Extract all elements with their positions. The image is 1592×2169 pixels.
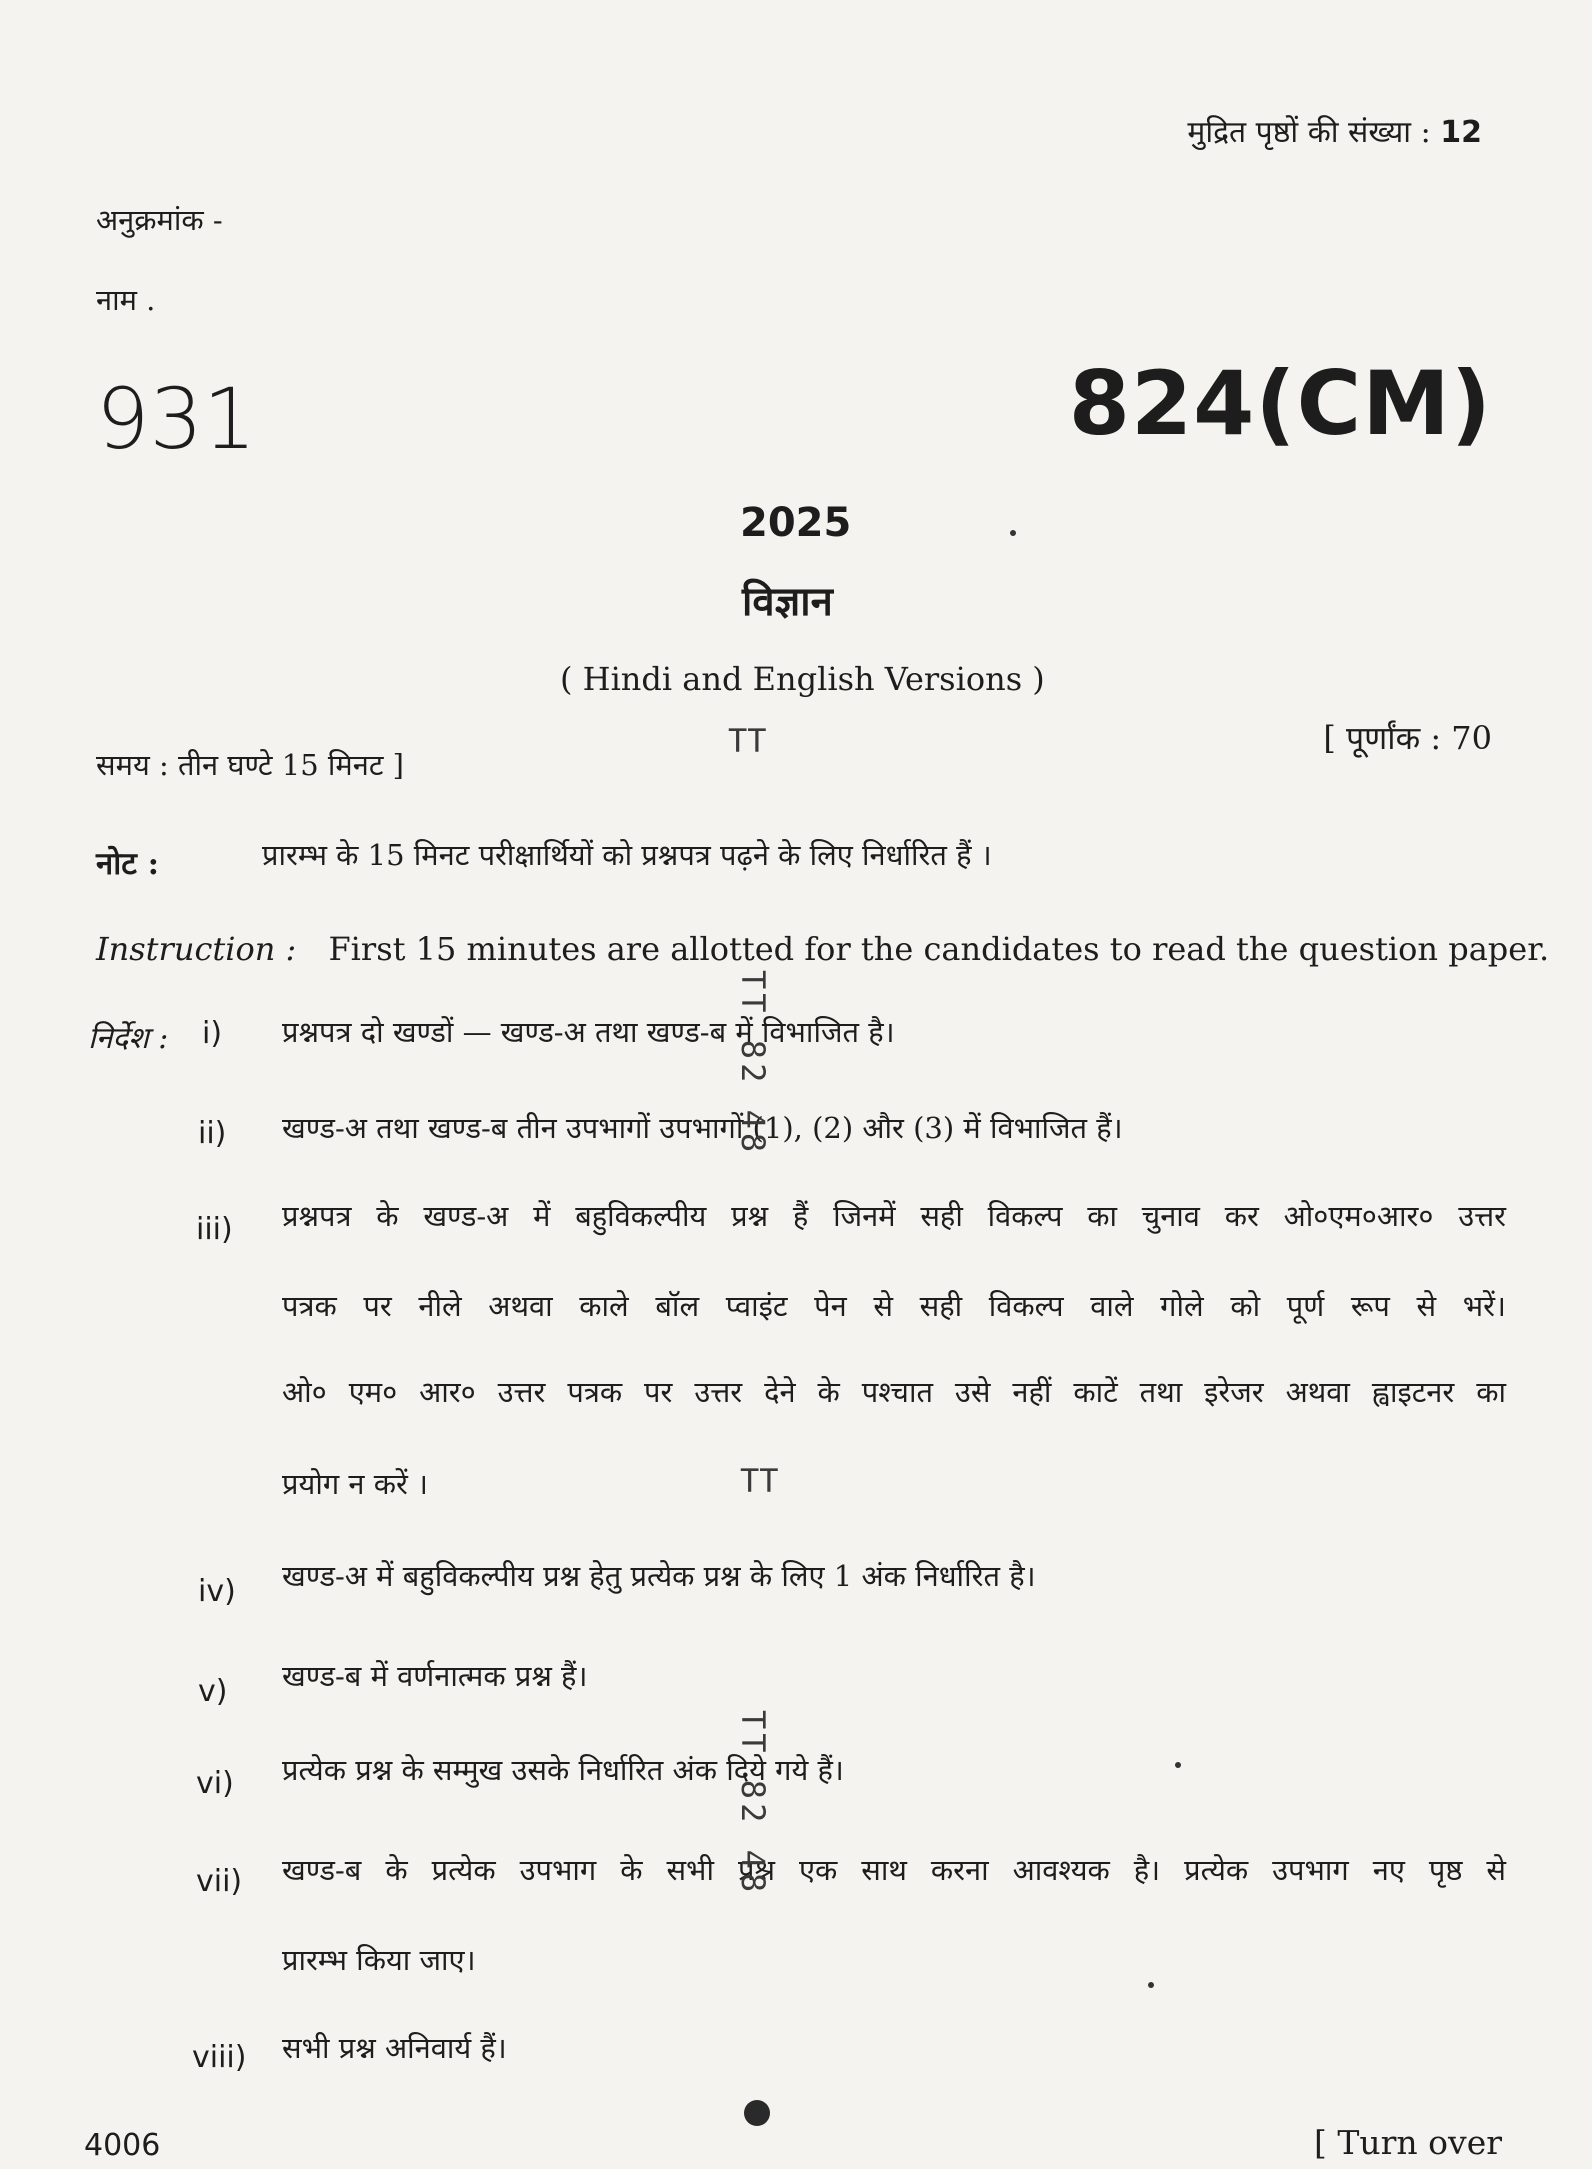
subject-title: विज्ञान — [742, 578, 833, 625]
footer-code: 4006 — [84, 2128, 161, 2163]
item-text: खण्ड-अ तथा खण्ड-ब तीन उपभागों उपभागों (1), (2) और (3) में विभाजित हैं। — [282, 1111, 1123, 1145]
item-number: iv) — [198, 1574, 236, 1609]
item-number: vii) — [196, 1864, 243, 1899]
serial-stamp-upper: TT 82 48 — [734, 970, 772, 1157]
serial-stamp-lower: TT 82 48 — [734, 1710, 772, 1897]
full-marks: [ पूर्णांक : 70 — [1323, 719, 1492, 757]
versions-note: ( Hindi and English Versions ) — [560, 660, 1045, 698]
paper-code-left: 931 — [96, 370, 257, 468]
note-text: प्रारम्भ के 15 मिनट परीक्षार्थियों को प्रश्नपत्र पढ़ने के लिए निर्धारित हैं । — [262, 838, 992, 872]
note-label: नोट : — [96, 846, 160, 882]
exam-year: 2025 — [740, 500, 852, 546]
item-number: i) — [202, 1016, 223, 1051]
item-text: प्रत्येक प्रश्न के सम्मुख उसके निर्धारित अंक दिये गये हैं। — [282, 1753, 844, 1787]
item-text: ओ० एम० आर० उत्तर पत्रक पर उत्तर देने के पश्चात उसे नहीं काटें तथा इरेजर अथवा ह्वाइटनर का — [282, 1375, 1506, 1409]
item-number: v) — [198, 1674, 228, 1709]
item-text: प्रयोग न करें । — [282, 1467, 429, 1501]
name-label: नाम . — [96, 283, 156, 317]
instruction-text: First 15 minutes are allotted for the candidates to read the question paper. — [328, 930, 1550, 968]
item-number: iii) — [196, 1212, 233, 1247]
stamp-mark-top: TT — [728, 722, 767, 760]
item-text: खण्ड-ब में वर्णनात्मक प्रश्न हैं। — [282, 1659, 588, 1693]
item-text: प्रश्नपत्र के खण्ड-अ में बहुविकल्पीय प्रश्न हैं जिनमें सही विकल्प का चुनाव कर ओ०एम०आर० उत्तर — [282, 1199, 1506, 1233]
ink-blot — [744, 2100, 770, 2126]
item-text: पत्रक पर नीले अथवा काले बॉल प्वाइंट पेन से सही विकल्प वाले गोले को पूर्ण रूप से भरें। — [282, 1289, 1506, 1323]
paper-code-right: 824(CM) — [1068, 352, 1492, 455]
item-number: vi) — [196, 1766, 234, 1801]
scan-speck — [1175, 1762, 1181, 1768]
instruction-label: Instruction : — [96, 930, 297, 968]
turn-over-label: [ Turn over — [1314, 2123, 1502, 2162]
time-allowed: समय : तीन घण्टे 15 मिनट ] — [96, 748, 404, 782]
item-text: सभी प्रश्न अनिवार्य हैं। — [282, 2031, 507, 2065]
stamp-mark-mid: TT — [740, 1462, 779, 1500]
directions-label: निर्देश : — [88, 1021, 169, 1056]
scan-speck — [1010, 530, 1016, 536]
item-number: viii) — [192, 2040, 247, 2075]
instruction — [96, 930, 1549, 968]
scan-speck — [1148, 1982, 1154, 1988]
item-text: खण्ड-ब के प्रत्येक उपभाग के सभी प्रश्न एक साथ करना आवश्यक है। प्रत्येक उपभाग नए पृष्ठ से — [282, 1853, 1506, 1887]
printed-pages-count: मुद्रित पृष्ठों की संख्या : 12 — [1187, 115, 1482, 150]
item-text: खण्ड-अ में बहुविकल्पीय प्रश्न हेतु प्रत्येक प्रश्न के लिए 1 अंक निर्धारित है। — [282, 1559, 1036, 1593]
item-text: प्रश्नपत्र दो खण्डों — खण्ड-अ तथा खण्ड-ब में विभाजित है। — [282, 1015, 895, 1049]
roll-number-label: अनुक्रमांक - — [96, 203, 223, 237]
item-number: ii) — [198, 1116, 227, 1151]
printed-pages-value: 12 — [1440, 115, 1482, 150]
item-text: प्रारम्भ किया जाए। — [282, 1943, 476, 1977]
